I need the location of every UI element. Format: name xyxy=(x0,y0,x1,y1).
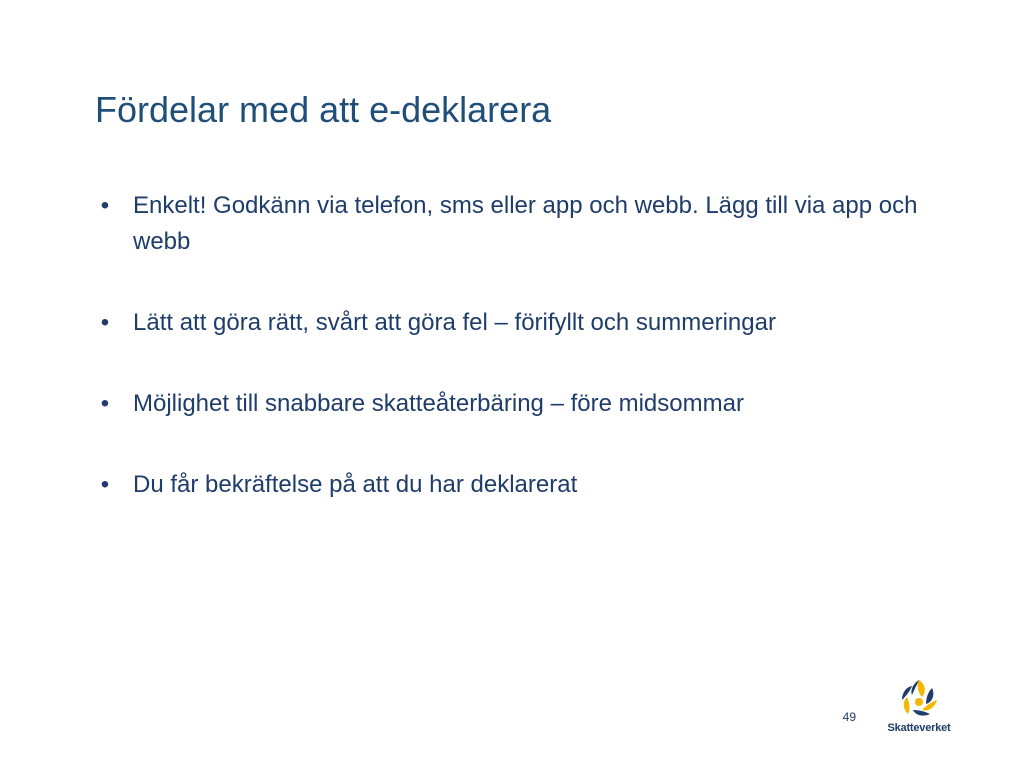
skatteverket-logo xyxy=(884,674,954,736)
bullet-dot: • xyxy=(100,471,110,498)
bullet-item xyxy=(95,386,925,422)
logo-text: Skatteverket xyxy=(887,722,951,734)
bullet-item xyxy=(95,467,925,503)
bullet-list xyxy=(95,188,925,548)
bullet-dot: • xyxy=(100,390,110,417)
bullet-item xyxy=(95,305,925,341)
bullet-dot: • xyxy=(100,309,110,336)
bullet-text: Enkelt! Godkänn via telefon, sms eller app och webb. Lägg till via app och webb xyxy=(133,192,918,255)
bullet-dot: • xyxy=(100,192,110,219)
bullet-item xyxy=(95,188,925,260)
slide-title: Fördelar med att e-deklarera xyxy=(95,89,552,130)
page-number: 49 xyxy=(842,710,856,724)
skatteverket-crown-icon xyxy=(894,674,944,722)
bullet-text: Möjlighet till snabbare skatteåterbäring – före midsommar xyxy=(133,390,744,417)
bullet-text: Lätt att göra rätt, svårt att göra fel – förifyllt och summeringar xyxy=(133,309,776,336)
bullet-text: Du får bekräftelse på att du har deklarerat xyxy=(133,471,578,498)
